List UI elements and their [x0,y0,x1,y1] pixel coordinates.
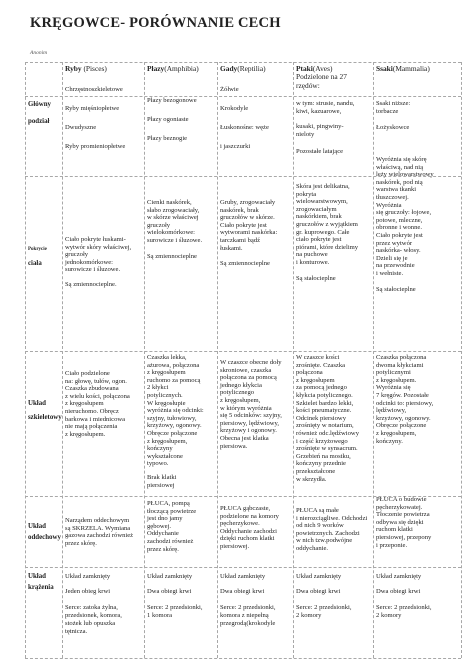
cell-line: na: głowę, tułów, ogon. [65,377,127,385]
cell-glowny-podzial-ryby [65,86,143,151]
cell-line: surowicze i śluzowe. [65,266,121,274]
cell-line: Serce: zatoka żylna, [65,604,118,611]
cell-line: odbywa się dzięki [376,518,424,526]
cell-line: PŁUCA, pompą [147,500,190,507]
grid-line [25,62,26,658]
cell-szkielet-ptaki [296,354,375,483]
cell-line: za pomocą jednego [296,384,347,392]
cell-line: Dwa obiegi krwi [296,588,341,595]
row-label-uklad-krazenia [28,573,62,592]
cell-line: Układ zamknięty [376,573,422,580]
cell-line [147,245,217,253]
cell-line: i wełniste. [376,269,404,277]
header-plazy [147,65,217,73]
cell-line: W czaszce obecne doły [220,359,282,366]
cell-line: pęcherzykowatej. [376,503,423,511]
cell-krazenie-ryby [65,573,144,636]
cell-line: na puchowe [296,251,328,259]
cell-line: krzyżowy i ogonowy. [220,427,277,435]
cell-line: Ciało podzielone [65,370,110,377]
cell-line: kości pneumatyczne. [296,407,352,415]
cell-line: gazowa zachodzi również [65,532,134,540]
cell-line: kończyny. [376,437,403,445]
cell-line: Jeden obieg krwi [65,588,111,595]
cell-line: stożek lub opuszka [65,620,116,627]
cell-line: leży wielowarstwowy [376,171,434,179]
cell-line: typowo. [147,460,169,468]
cell-szkielet-gady [220,359,295,450]
cell-line: surowicze i śluzowe. [147,236,203,244]
cell-line: dzięki ruchom klatki [220,535,275,543]
cell-line: Są stałocieplne [376,285,416,293]
row-label-line: Układ [28,523,47,530]
cell-line: Szkielet bardzo lekki, [296,399,354,407]
cell-line: Ciało pokryte łuskami- [65,236,126,243]
cell-line: gruczołów w skórze. [220,214,275,222]
cell-szkielet-plazy [147,354,217,489]
cell-line: Ciało pokryte jest [220,221,267,229]
cell-line: przedsionek, komora, [65,612,122,619]
grid-line [25,351,461,352]
row-label-uklad-oddechowy [28,523,62,542]
cell-line: w którym wyróżnia [220,404,272,412]
row-label-line: krążenia [28,584,54,591]
cell-line: ciało pokryte jest [296,236,342,244]
cell-line: Skóra jest delikatna, [296,183,350,190]
cell-line: Czaszka połączona [376,354,427,361]
cell-line: właściwą, nad nią [376,163,424,171]
cell-line: Są stałocieplne [296,274,336,282]
cell-line: Są zmiennocieplne [147,252,197,260]
header-ryby-name: Ryby [65,64,82,73]
cell-line: w nich tzw.podwójne [296,537,353,545]
author-label: Anonim [30,50,48,56]
cell-line: tłuszczowej. [376,193,409,201]
cell-line: z kręgosłupem [296,376,335,384]
header-ssaki [376,65,460,73]
cell-line: kończyny [147,445,173,453]
cell-line: Gruby, zrogowaciały [220,199,276,206]
cell-line: i część krzyżowego [296,437,348,445]
cell-line: Serce: 2 przedsionki, [220,604,276,611]
cell-line: Grzebień na mostku, [296,452,351,460]
cell-line: nieloty [296,130,315,138]
cell-glowny-podzial-plazy [147,97,217,143]
cell-line: gruczołów z wyjątkiem [296,220,358,228]
cell-line: wykształcone [147,452,183,460]
cell-line: Płazy bezogonowe [147,97,197,104]
cell-line: wytworami naskórka: [220,229,278,237]
cell-line: Wyróżnia się [376,384,411,392]
cell-pokrycie-gady [220,199,292,268]
cell-line: ażurowa, połączona [147,361,200,369]
cell-line: Wyróżnia się skórę [376,156,427,163]
cell-line: Obecna jest klatka [220,434,269,442]
cell-line: Dwa obiegi krwi [147,588,192,595]
cell-line: ruchom klatki [376,526,413,534]
cell-line: W kręgosłupie [147,399,186,407]
cell-line: PŁUCA są małe [296,507,339,514]
cell-line: od nich 9 worków [296,522,344,530]
cell-line: komora z niepełną [220,612,269,619]
cell-line: potylicznego [220,389,255,397]
row-label-line: szkieletowy [28,414,62,421]
cell-line: jest dno jamy [147,515,183,523]
document-title: KRĘGOWCE- PORÓWNANIE CECH [30,15,281,31]
cell-krazenie-plazy [147,573,217,620]
cell-line: Ryby mięśniopłetwe [65,105,120,112]
cell-line: z wielu kości, połączona [65,392,130,400]
cell-line: krzyżowy, ogonowy. [147,422,202,430]
cell-line: piersiowej [147,481,175,489]
cell-line: pokryta [296,190,317,198]
cell-line: i przeponie. [376,541,408,549]
cell-line: 2 kłykci [147,384,169,392]
cell-line: zrośnięte. Czaszka [296,361,346,369]
cell-line: Żółwie [220,86,239,93]
cell-line: Dwa obiegi krwi [376,588,421,595]
grid-line [217,62,218,658]
cell-line: nie mają połączenia [65,423,118,431]
cell-line: wytwór skóry właściwej, [65,243,132,251]
cell-line: krzyżowy, ogonowy. [376,414,431,422]
cell-line: przegrodą(krokodyle [220,620,276,627]
cell-line: Ciało pokryte jest [376,231,423,239]
cell-line [296,267,374,275]
grid-line [25,567,461,568]
cell-pokrycie-ryby [65,236,144,289]
cell-pokrycie-plazy [147,199,217,260]
header-ryby [65,65,143,73]
cell-line: wyróżnia się odcinki: [147,407,204,415]
cell-line: i konturowe. [296,258,330,266]
cell-line: szyjny, tułowiowy, [147,414,197,422]
cell-line: Płazy ogoniaste [147,116,189,123]
cell-line: i nierozciągliwe. Odchodzi [296,514,368,522]
cell-line: i jaszczurki [220,143,251,150]
cell-line: podzielone na komory [220,512,279,520]
cell-line: Ssaki niższe: [376,100,411,107]
cell-line: naskórka- włosy. [376,247,421,255]
cell-line: wielokomórkowe: [147,229,195,237]
cell-line: piórami, które dzielimy [296,243,359,251]
cell-line: przez wytwór [376,239,413,247]
cell-line: potowe, mleczne, [376,216,423,224]
grid-line [461,62,462,658]
header-ptaki-note: rzędów: [296,80,320,90]
cell-line: oddychanie. [296,544,329,552]
cell-line: 7 kręgów. Pozostałe [376,391,429,399]
cell-line: tętnicza. [65,628,88,635]
grid-line [62,62,63,658]
cell-line: tarczkami bądź [220,236,261,244]
cell-line: Płazy beznogie [147,135,188,142]
cell-line: Dwa obiegi krwi [220,588,265,595]
header-ryby-latin: (Pisces) [83,64,107,73]
cell-line: w tym: strusie, nandu, [296,100,355,107]
cell-oddechowy-ptaki [296,507,376,553]
grid-line [25,658,461,659]
cell-line: w skórze właściwej [147,214,199,222]
cell-line: Brak klatki [147,473,177,481]
cell-glowny-podzial-ssaki [376,100,460,132]
cell-line: Krokodyle [220,105,249,112]
cell-line: Są zmiennocieplne [220,260,270,268]
header-gady-latin: (Reptilia) [237,64,266,73]
row-label-line: Główny [28,101,51,108]
cell-line: połączona za pomocą [220,374,277,382]
cell-line: Są zmiennocieplne. [65,280,117,288]
cell-oddechowy-ssaki [376,496,461,549]
cell-line: przez skórę. [65,539,97,547]
cell-line: Czaszka lekka, [147,354,187,361]
cell-line: lędźwiowy, [376,407,407,415]
cell-line: W czaszce kości [296,354,340,361]
cell-line: Odcinek piersiowy [296,414,346,422]
cell-line: piersiowy, lędźwiowy, [220,419,280,427]
cell-line: Serce: 2 przedsionki, [296,604,352,611]
cell-pokrycie-ptaki [296,183,374,282]
cell-line: na przewodnie [376,262,415,270]
header-gady-name: Gady [220,64,238,73]
row-label-line: oddechowy [28,534,61,541]
cell-line: gruczoły [147,221,171,229]
cell-line: kończyny przednie [296,460,346,468]
row-label-pokrycie-ciala [28,246,62,268]
header-ssaki-name: Ssaki [376,64,393,73]
cell-line: naskórek, brak [220,206,259,214]
cell-line: Czaszka zbudowana [65,385,119,393]
grid-line [144,62,145,658]
cell-line: pęcherzykowe. [220,520,260,528]
cell-line: słabo zrogowaciały, [147,206,200,214]
row-label-line: podział [28,118,50,125]
header-ptaki-name: Ptaki [296,64,313,73]
cell-line: tłoczącą powietrze [147,507,197,515]
header-ptaki-latin: (Aves) [312,64,333,73]
cell-line: łuskami. [220,244,243,252]
cell-line: potylicznymi [376,369,411,377]
cell-pokrycie-ssaki [376,156,461,293]
cell-line: z kręgosłupem, [220,396,261,404]
cell-line: piersiowa. [220,442,248,450]
cell-line: Łożyskowce [376,124,410,132]
cell-line [65,274,144,281]
cell-line: w skrzydła. [296,475,327,483]
header-plazy-name: Płazy [147,64,165,73]
header-plazy-latin: (Amphibia) [164,64,199,73]
cell-line: PŁUCA gąbczaste, [220,505,271,512]
cell-line: Narządem oddechowym [65,517,130,524]
cell-line: Oddychanie zachodzi [220,527,277,535]
cell-line: z kręgosłupem [65,400,104,408]
cell-line: potylicznych. [147,391,183,399]
cell-line: naskórek, pod nią [376,178,423,186]
cell-line: zachodzi również [147,537,194,545]
cell-line: połączona [296,369,323,377]
cell-line: ruchomo za pomocą [147,376,201,384]
cell-krazenie-ptaki [296,573,374,620]
cell-line: 1 komora [147,612,173,619]
cell-oddechowy-plazy [147,500,217,553]
cell-line: Oddychanie [147,530,179,538]
cell-krazenie-gady [220,573,294,628]
cell-glowny-podzial-gady [220,86,292,151]
cell-line: Serce: 2 przedsionki, [376,604,432,611]
cell-oddechowy-gady [220,505,294,551]
cell-line: 2 komory [376,612,402,619]
cell-line: Dzieli się je [376,254,408,262]
cell-line: Tłoczenie powietrza [376,511,430,519]
cell-oddechowy-ryby [65,517,145,547]
cell-line [376,278,461,286]
cell-line: Układ zamknięty [220,573,266,580]
cell-line: Obręcze połączone [147,429,198,437]
header-ssaki-latin: (Mammalia) [392,64,430,73]
cell-line: kiwi, kazuarowe, [296,107,342,115]
row-label-line: Układ [28,400,47,407]
row-label-line: ciała [28,260,42,267]
cell-line: warstwa tkanki [376,186,417,194]
cell-line: Ryby promieniopłetwe [65,143,126,150]
cell-line: przekształcone [296,467,336,475]
cell-line: piersiowej. [220,542,250,550]
cell-line: Chrzęstnoszkieletowe [65,86,123,93]
cell-line: Dwudyszne [65,124,97,131]
cell-line: jednokomórkowe: [65,258,113,266]
cell-line: naskórkiem, brak [296,213,342,221]
cell-line: odcinki to: piersiowy, [376,399,434,407]
cell-line: kusaki, pingwiny- [296,123,344,131]
row-label-line: Układ [28,573,47,580]
cell-line: jednego kłykcia [220,381,262,389]
cell-line: PŁUCA o budowie [376,496,427,503]
header-ptaki-note: Podzielone na 27 [296,72,347,82]
cell-line: gębowej. [147,522,171,530]
row-label-glowny-podzial [28,101,62,126]
cell-line: przez skórę. [147,545,179,553]
cell-krazenie-ssaki [376,573,461,620]
cell-szkielet-ssaki [376,354,461,445]
cell-line: 2 komory [296,612,322,619]
cell-line: z kręgosłupem, [147,437,188,445]
cell-line: Pozostałe latające [296,148,344,156]
row-label-small: Pokrycie [28,247,47,252]
cell-line: również odc.lędźwiowy [296,429,359,437]
cell-line: skroniowe, czaszka [220,366,272,374]
row-label-uklad-szkieletowy [28,400,62,422]
cell-line: kłykcia potylicznego. [296,391,353,399]
cell-line: Układ zamknięty [296,573,342,580]
cell-line: zrośnięty w notarium, [296,422,354,430]
cell-line: Cienki naskórek, [147,199,192,206]
cell-line: się gruczoły: łojowe, [376,209,432,217]
cell-line: obronne i wonne. [376,224,422,232]
cell-line: wielowarstwowym, [296,198,348,206]
cell-line: torbacze [376,107,399,115]
cell-line: Serce: 2 przedsionki, [147,604,203,611]
cell-line: barkowa i miednicowa [65,415,126,423]
cell-line: nieruchomo. Obręcz [65,407,119,415]
cell-line: z kręgosłupem [147,369,186,377]
header-ptaki [296,65,372,90]
cell-line: zrogowaciałym [296,205,337,213]
cell-szkielet-ryby [65,370,144,438]
cell-glowny-podzial-ptaki [296,100,372,156]
header-gady [220,65,292,73]
cell-line: dwoma kłykciami [376,361,424,369]
cell-line: gruczoły [65,251,89,259]
cell-line: z kręgosłupem. [65,430,106,438]
cell-line: powietrznych. Zachodzi [296,529,360,537]
cell-line: z kręgosłupem. [376,376,417,384]
cell-line: Układ zamknięty [65,573,111,580]
cell-line: się 5 odcinków: szyjny, [220,412,282,420]
grid-line [25,62,461,63]
cell-line: Obręcze połączone [376,422,427,430]
cell-line: zrośnięte w synsacrum. [296,445,358,453]
cell-line: są SKRZELA. Wymiana [65,524,131,532]
cell-line: Wyróżnia [376,201,402,209]
cell-line [220,252,292,260]
cell-line: gr. kuprowego. Całe [296,228,350,236]
cell-line: Łuskonośne: węże [220,124,269,131]
cell-line: Układ zamknięty [147,573,193,580]
cell-line: z kręgosłupem, [376,429,417,437]
cell-line: piersiowej, przepony [376,533,432,541]
